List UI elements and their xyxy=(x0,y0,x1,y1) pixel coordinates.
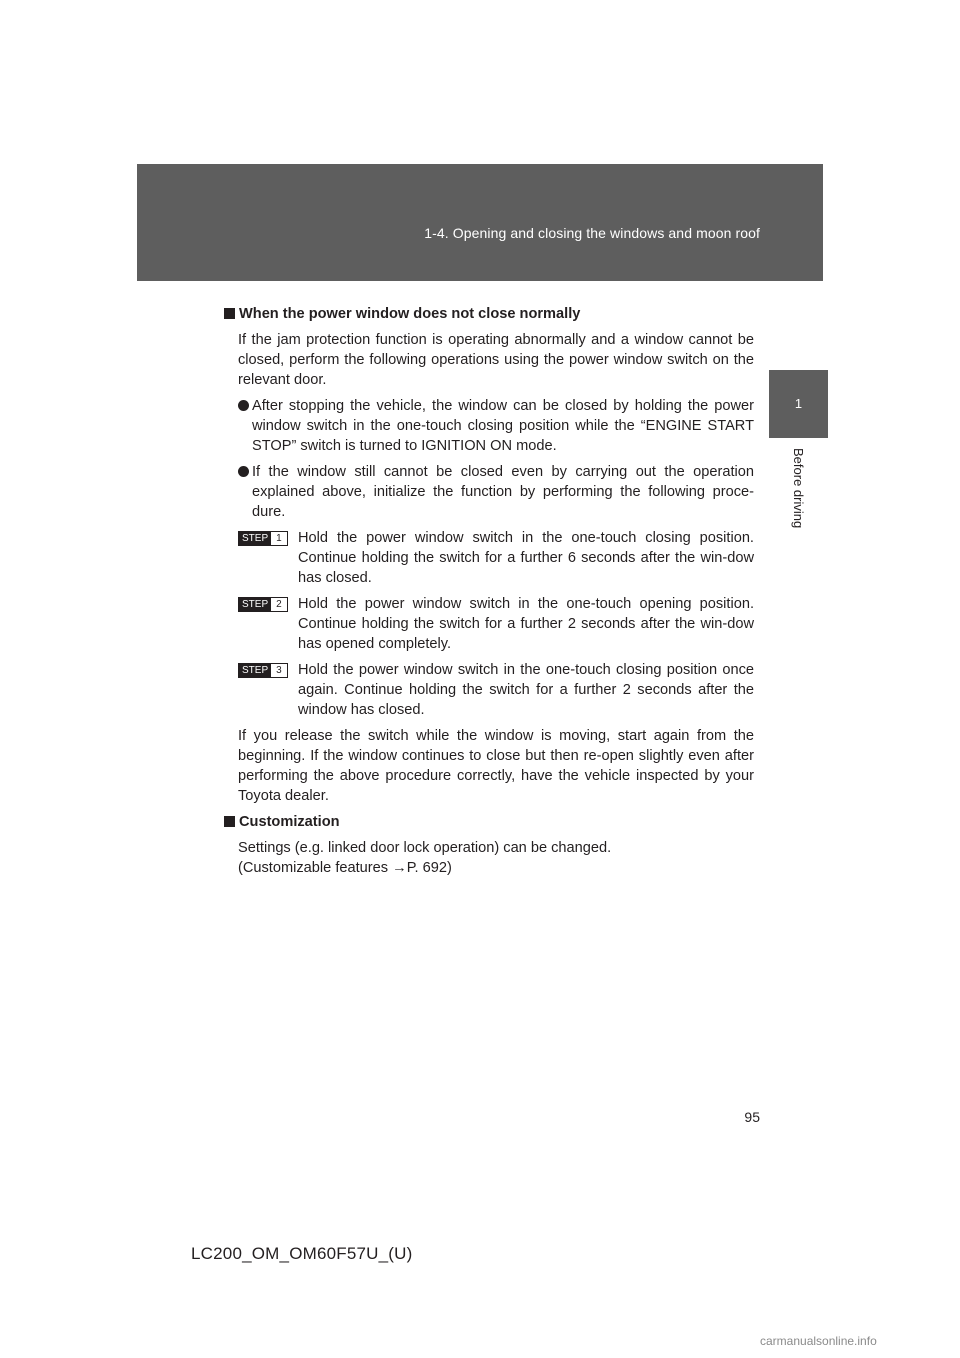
header-band xyxy=(137,164,823,281)
customization-reference: (Customizable features →P. 692) xyxy=(238,860,452,876)
square-bullet-icon xyxy=(224,816,235,827)
round-bullet-icon xyxy=(238,400,249,411)
step-badge-number: 3 xyxy=(271,664,287,677)
page-number: 95 xyxy=(744,1109,760,1125)
chapter-tab-label xyxy=(769,446,828,546)
step-text: Hold the power window switch in the one-touch opening position. Continue holding the switch for a further 2 seconds after the win-dow has opened completely. xyxy=(298,596,754,652)
procedure-step xyxy=(238,594,754,654)
bullet-item xyxy=(238,462,754,522)
intro-paragraph: If the jam protection function is operating abnormally and a window cannot be closed, perform the following operations using the power window switch on the relevant door. xyxy=(238,332,754,388)
chapter-tab-number: 1 xyxy=(769,370,828,438)
step-text: Hold the power window switch in the one-touch closing position once again. Continue holding the switch for a further 2 seconds after the window has closed. xyxy=(298,662,754,718)
step-badge xyxy=(238,597,288,612)
step-badge-number: 2 xyxy=(271,598,287,611)
step-badge xyxy=(238,663,288,678)
watermark: carmanualsonline.info xyxy=(760,1334,877,1348)
customization-line: Settings (e.g. linked door lock operation) can be changed. xyxy=(238,840,612,856)
bullet-text: If the window still cannot be closed even by carrying out the operation explained above, initialize the function by performing the following proce-dure. xyxy=(252,464,754,520)
round-bullet-icon xyxy=(238,466,249,477)
section-title: 1-4. Opening and closing the windows and moon roof xyxy=(424,225,760,241)
closing-paragraph: If you release the switch while the window is moving, start again from the beginning. If the window continues to close but then re-open slightly even after performing the above procedure correctly, have the vehicle inspected by your Toyota dealer. xyxy=(238,728,754,804)
heading-text: Customization xyxy=(239,814,340,830)
page-content xyxy=(224,304,754,884)
step-badge-label: STEP xyxy=(239,598,271,611)
chapter-tab-label-text: Before driving xyxy=(791,448,806,529)
step-badge-label: STEP xyxy=(239,664,271,677)
section-heading-customization xyxy=(224,812,754,832)
section-heading-power-window xyxy=(224,304,754,324)
procedure-step xyxy=(238,660,754,720)
step-badge xyxy=(238,531,288,546)
step-badge-label: STEP xyxy=(239,532,271,545)
heading-text: When the power window does not close normally xyxy=(239,306,581,322)
square-bullet-icon xyxy=(224,308,235,319)
step-text: Hold the power window switch in the one-touch closing position. Continue holding the switch for a further 6 seconds after the win-dow has closed. xyxy=(298,530,754,586)
bullet-text: After stopping the vehicle, the window can be closed by holding the power window switch in the one-touch closing position while the “ENGINE START STOP” switch is turned to IGNITION ON mode. xyxy=(252,398,754,454)
procedure-step xyxy=(238,528,754,588)
document-code: LC200_OM_OM60F57U_(U) xyxy=(191,1244,413,1263)
bullet-item xyxy=(238,396,754,456)
step-badge-number: 1 xyxy=(271,532,287,545)
